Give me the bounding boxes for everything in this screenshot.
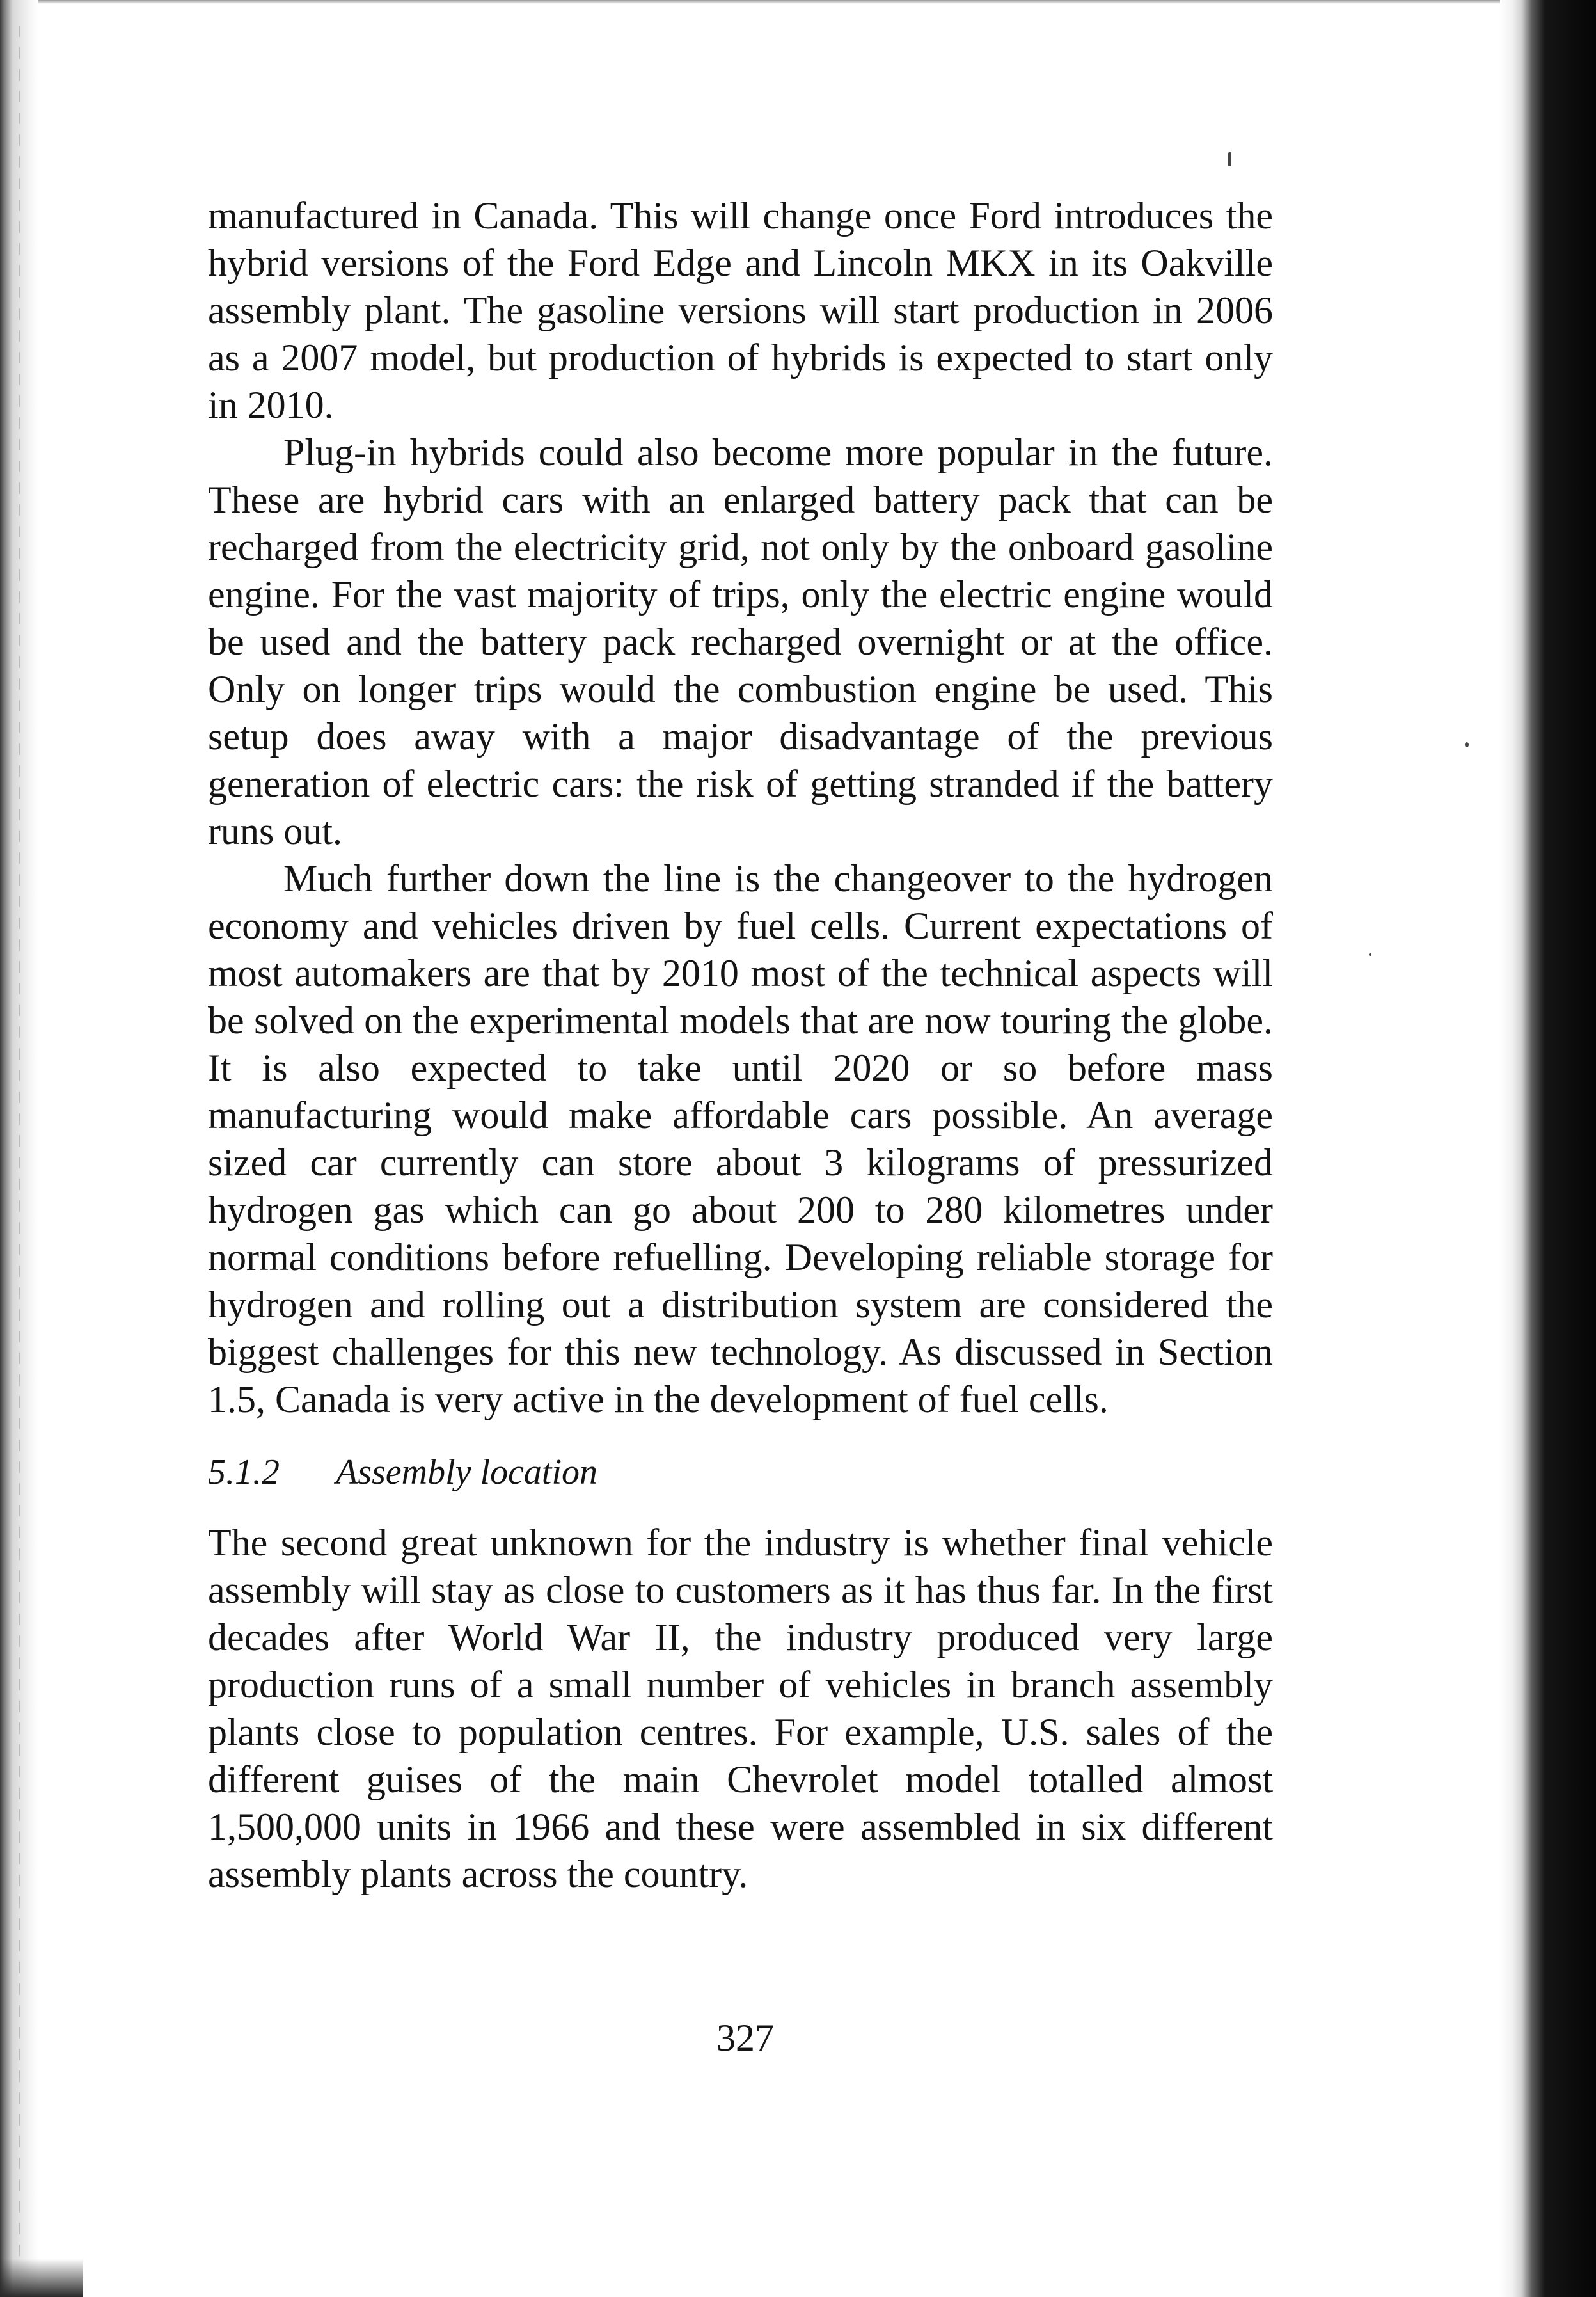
- binding-edge: [0, 0, 38, 2297]
- scan-speck: [1369, 953, 1371, 956]
- section-number: 5.1.2: [208, 1452, 280, 1492]
- scan-speck: [1465, 742, 1469, 747]
- scan-speck: [1228, 152, 1231, 166]
- corner-shadow: [0, 2259, 83, 2297]
- section-heading: [208, 1449, 1273, 1496]
- paragraph: manufactured in Canada. This will change once Ford introduces the hybrid versions of the Ford Edge and Lincoln MKX in its Oakville assembly plant. The gasoline versions will start production in 2006 as a 2007 model, but production of hybrids is expected to start only in 2010.: [208, 195, 1273, 426]
- paragraph: Much further down the line is the changeover to the hydrogen economy and vehicles driven by fuel cells. Current expectations of most automakers are that by 2010 most of the technical aspects will be solved on the experimental models that are now touring the globe. It is also expected to take until 2020 or so before mass manufacturing would make affordable cars possible. An average sized car currently can store about 3 kilograms of pressurized hydrogen gas which can go about 200 to 280 kilometres under normal conditions before refuelling. Developing reliable storage for hydrogen and rolling out a distribution system are considered the biggest challenges for this new technology. As discussed in Section 1.5, Canada is very active in the development of fuel cells.: [208, 857, 1273, 1420]
- page-number: 327: [716, 2017, 774, 2059]
- paragraph: Plug-in hybrids could also become more popular in the future. These are hybrid cars with an enlarged battery pack that can be recharged from the electricity grid, not only by the onboard gasoline engine. For the vast majority of trips, only the electric engine would be used and the battery pack recharged overnight or at the office. Only on longer trips would the combustion engine be used. This setup does away with a major disadvantage of the previous generation of electric cars: the risk of getting stranded if the battery runs out.: [208, 431, 1273, 852]
- scanner-border: [1500, 0, 1596, 2297]
- body-text: [208, 192, 1273, 1898]
- paragraph: The second great unknown for the industry is whether final vehicle assembly will stay as close to customers as it has thus far. In the first decades after World War II, the industry produced very large production runs of a small number of vehicles in branch assembly plants close to population centres. For example, U.S. sales of the different guises of the main Chevrolet model totalled almost 1,500,000 units in 1966 and these were assembled in six different assembly plants across the country.: [208, 1522, 1273, 1895]
- top-edge: [38, 0, 1500, 4]
- section-title: Assembly location: [336, 1452, 598, 1492]
